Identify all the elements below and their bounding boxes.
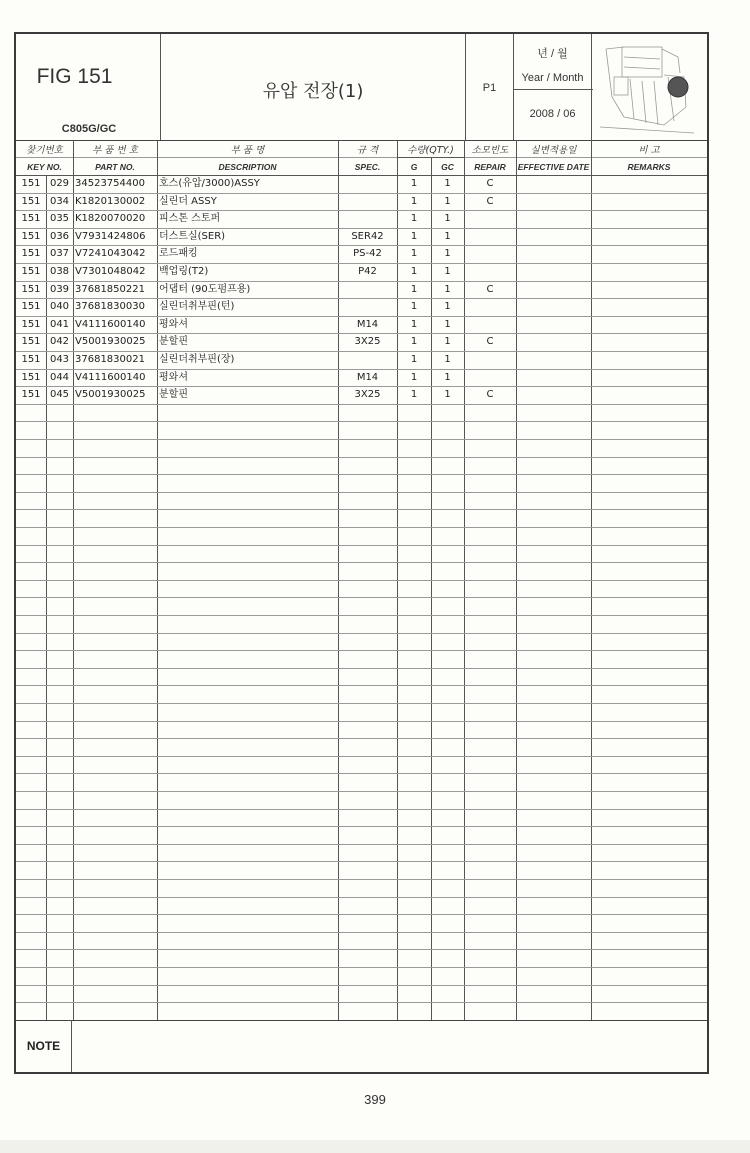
qty-g-cell: 1 [410,372,418,383]
qty-gc-cell: 1 [444,336,451,347]
part-number-cell: V7241043042 [75,248,146,259]
repair-cell [464,263,516,280]
description-cell: 실린더 ASSY [159,196,217,207]
description-cell: 분할핀 [159,389,188,400]
qty-gc-cell: 1 [444,284,451,295]
qty-gc-cell: 1 [444,196,451,207]
qty-gc-cell: 1 [444,372,451,383]
qty-gc-cell: 1 [444,301,451,312]
header-qty-kr: 수량(QTY.) [407,145,454,156]
description-cell: 로드패킹 [159,248,198,259]
year-month-kr: 년 / 월 [537,48,568,60]
fig-cell: 151 [21,284,41,295]
qty-g-cell: 1 [410,336,418,347]
fig-cell: 151 [21,372,41,383]
fig-cell: 151 [21,178,41,189]
repair-cell [464,228,516,245]
key-cell: 037 [49,248,70,259]
qty-gc-cell: 1 [444,319,451,330]
description-cell: 더스트실(SER) [159,231,226,242]
repair-cell [464,351,516,368]
fig-cell: 151 [21,196,41,207]
spec-cell [338,175,397,192]
key-cell: 041 [49,319,70,330]
parts-list-sheet [14,32,709,1074]
part-number-cell: V5001930025 [75,389,146,400]
key-cell: 035 [49,213,70,224]
part-number-cell: 37681850221 [75,284,145,295]
header-spec-kr: 규 격 [356,145,379,156]
key-cell: 045 [49,389,70,400]
qty-gc-cell: 1 [444,266,451,277]
fig-cell: 151 [21,389,41,400]
page-title: 유압 전장(1) [262,81,364,102]
description-cell: 분할핀 [159,336,188,347]
key-cell: 042 [49,336,70,347]
key-cell: 038 [49,266,70,277]
page-number: 399 [364,1092,386,1107]
machine-illustration [594,37,704,137]
header-qty-gc: GC [441,161,454,172]
qty-g-cell: 1 [410,248,418,259]
spec-cell [338,298,397,315]
header-remarks-en: REMARKS [627,161,671,172]
spec-cell: PS-42 [353,248,382,259]
header-desc-kr: 부 품 명 [230,145,265,156]
qty-g-cell: 1 [410,196,418,207]
header-key-kr: 찾기번호 [26,145,63,156]
spec-cell: 3X25 [354,336,381,347]
repair-cell: C [486,336,494,347]
fig-number: FIG 151 [36,65,113,88]
fig-cell: 151 [21,336,41,347]
header-repair-en: REPAIR [474,161,506,172]
description-cell: 실린더취부핀(턴) [159,301,235,312]
description-cell: 피스톤 스토퍼 [159,213,221,224]
key-cell: 034 [49,196,70,207]
model-label: C805G/GC [61,123,117,135]
header-spec-en: SPEC. [354,161,381,172]
repair-cell: C [486,178,494,189]
fig-cell: 151 [21,213,41,224]
note-content [72,1021,707,1071]
fig-cell: 151 [21,248,41,259]
qty-g-cell: 1 [410,319,418,330]
description-cell: 어댑터 (90도펌프용) [159,284,251,295]
repair-cell [464,245,516,262]
fig-cell: 151 [21,231,41,242]
qty-g-cell: 1 [410,284,418,295]
scan-edge [0,1140,750,1153]
qty-g-cell: 1 [410,389,418,400]
part-number-cell: 37681830030 [75,301,145,312]
description-cell: 호스(유압/3000)ASSY [159,178,260,189]
repair-cell [464,316,516,333]
spec-cell [338,210,397,227]
qty-g-cell: 1 [410,231,418,242]
spec-cell: M14 [356,319,379,330]
part-number-cell: V7931424806 [75,231,146,242]
part-number-cell: 34523754400 [75,178,145,189]
spec-cell: P42 [358,266,377,277]
qty-gc-cell: 1 [444,354,451,365]
part-number-cell: V7301048042 [75,266,146,277]
header-repair-kr: 소모빈도 [471,145,509,156]
repair-cell [464,369,516,386]
key-cell: 040 [49,301,70,312]
description-cell: 평와셔 [159,319,188,330]
key-cell: 039 [49,284,70,295]
part-number-cell: V5001930025 [75,336,146,347]
key-cell: 029 [49,178,70,189]
qty-g-cell: 1 [410,178,418,189]
qty-g-cell: 1 [410,354,418,365]
header-part-en: PART NO. [95,161,135,172]
description-cell: 백업링(T2) [159,266,209,277]
header-desc-en: DESCRIPTION [218,161,277,172]
part-number-cell: V4111600140 [75,372,146,383]
spec-cell [338,193,397,210]
note-label: NOTE [26,1039,61,1053]
qty-g-cell: 1 [410,266,418,277]
part-number-cell: V4111600140 [75,319,146,330]
header-key-en: KEY NO. [27,161,62,172]
spec-cell: M14 [356,372,379,383]
qty-g-cell: 1 [410,301,418,312]
repair-cell [464,298,516,315]
qty-gc-cell: 1 [444,389,451,400]
qty-gc-cell: 1 [444,248,451,259]
fig-cell: 151 [21,354,41,365]
spec-cell [338,281,397,298]
part-number-cell: K1820130002 [75,196,146,207]
key-cell: 044 [49,372,70,383]
page-code: P1 [482,82,497,94]
key-cell: 043 [49,354,70,365]
repair-cell: C [486,389,494,400]
qty-gc-cell: 1 [444,231,451,242]
qty-gc-cell: 1 [444,178,451,189]
qty-g-cell: 1 [410,213,418,224]
header-remarks-kr: 비 고 [638,145,660,156]
year-month-en: Year / Month [521,72,584,84]
spec-cell [338,351,397,368]
fig-cell: 151 [21,319,41,330]
repair-cell: C [486,196,494,207]
part-number-cell: 37681830021 [75,354,145,365]
header-part-kr: 부 품 번 호 [92,145,138,156]
description-cell: 실린더취부핀(장) [159,354,235,365]
key-cell: 036 [49,231,70,242]
spec-cell: 3X25 [354,389,381,400]
fig-cell: 151 [21,301,41,312]
part-number-cell: K1820070020 [75,213,146,224]
description-cell: 평와셔 [159,372,188,383]
header-qty-g: G [410,161,418,172]
repair-cell [464,210,516,227]
spec-cell: SER42 [351,231,384,242]
fig-cell: 151 [21,266,41,277]
qty-gc-cell: 1 [444,213,451,224]
revision-date: 2008 / 06 [529,108,576,120]
header-effective-kr: 실변적용일 [530,145,577,156]
header-effective-en: EFFECTIVE DATE [517,161,590,172]
repair-cell: C [486,284,494,295]
